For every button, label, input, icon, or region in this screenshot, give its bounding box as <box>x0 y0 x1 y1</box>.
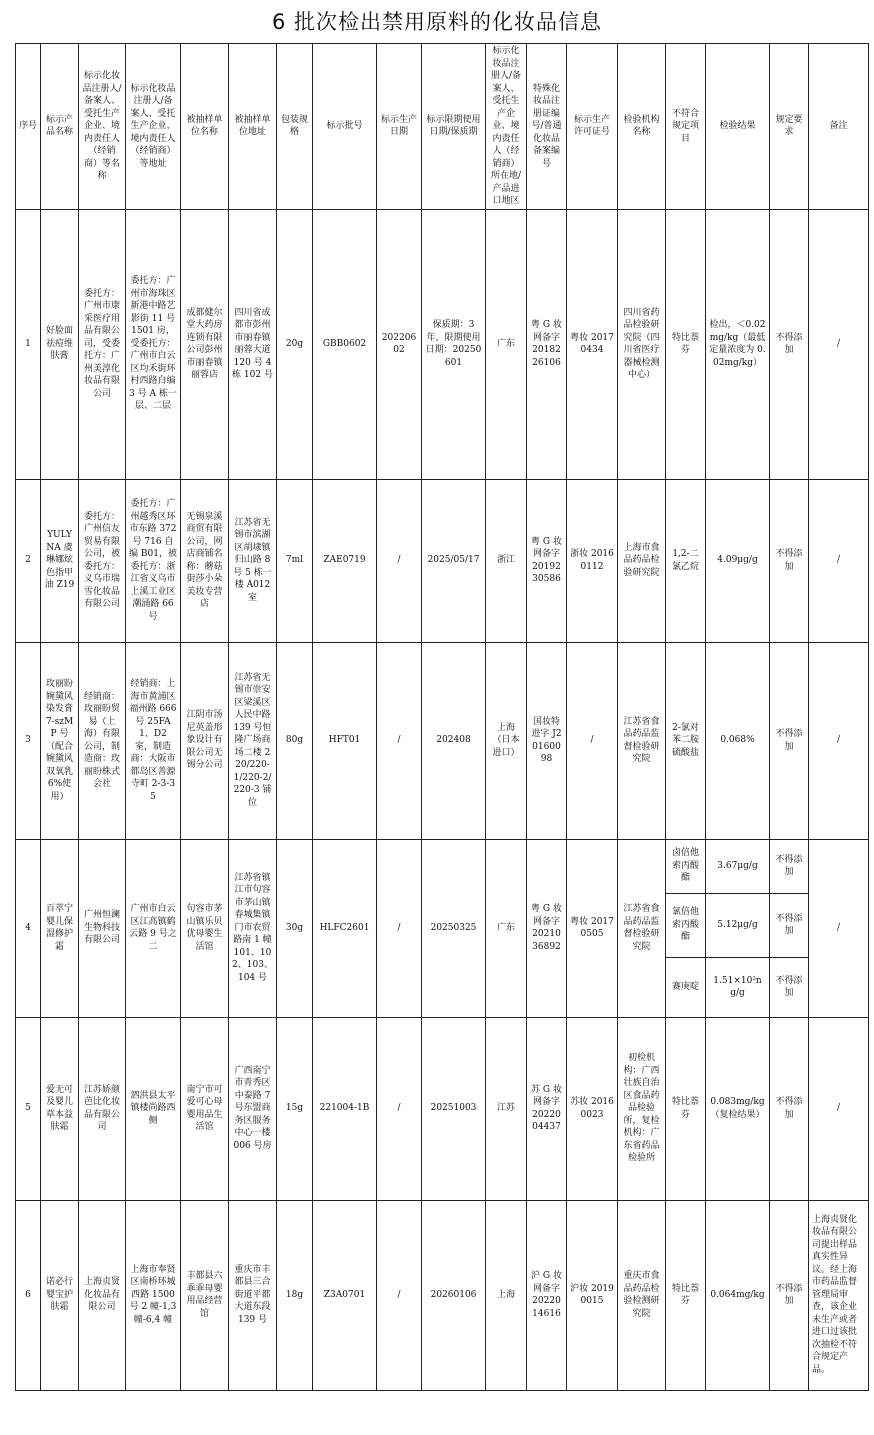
header-cell: 备注 <box>809 44 869 210</box>
production-date: / <box>377 1017 422 1200</box>
production-date: / <box>377 642 422 839</box>
remark: / <box>809 209 869 479</box>
sampled-address: 江苏省无锡市崇安区梁溪区人民中路 139 号恒隆广场商场二楼 220/220-1/220-2/220-3 铺位 <box>229 642 277 839</box>
row-number: 4 <box>16 839 41 1017</box>
header-cell: 标示产品名称 <box>41 44 79 210</box>
lab-name: 重庆市食品药品检验检测研究院 <box>618 1200 666 1390</box>
header-cell: 标示化妆品注册人/备案人、受托生产企业、境内责任人（经销商）等地址 <box>126 44 181 210</box>
region: 上海（日本进口） <box>486 642 527 839</box>
region: 上海 <box>486 1200 527 1390</box>
sampled-address: 江苏省无锡市滨湖区胡埭镇归山路 8 号 5 栋一楼 A012 室 <box>229 479 277 642</box>
batch-number: 221004-1B <box>313 1017 377 1200</box>
table-row <box>16 1200 869 1390</box>
header-cell: 包装规格 <box>277 44 313 210</box>
package-spec: 7ml <box>277 479 313 642</box>
registration-number: 苏 G 妆网备字 2022004437 <box>527 1017 567 1200</box>
license-number: 粤妆 20170505 <box>567 839 618 1017</box>
package-spec: 30g <box>277 839 313 1017</box>
batch-number: HLFC2601 <box>313 839 377 1017</box>
company-address: 委托方：广州市海珠区新港中路艺影街 11 号 1501 房，受委托方：广州市白云区均禾街环村西路白编 3 号 A 栋一层、二层 <box>126 209 181 479</box>
sampled-unit: 南宁市可爱可心母婴用品生活馆 <box>181 1017 229 1200</box>
header-cell: 特殊化妆品注册证编号/普通化妆品备案编号 <box>527 44 567 210</box>
company-name: 委托方：广州市康采医疗用品有限公司，受委托方：广州美淳化妆品有限公司 <box>79 209 126 479</box>
license-number: 粤妆 20170434 <box>567 209 618 479</box>
header-cell: 序号 <box>16 44 41 210</box>
company-name: 委托方：广州信友贸易有限公司，被委托方：义乌市瑞雪化妆品有限公司 <box>79 479 126 642</box>
row-number: 5 <box>16 1017 41 1200</box>
remark: / <box>809 1017 869 1200</box>
lab-name: 四川省药品检验研究院（四川省医疗器械检测中心） <box>618 209 666 479</box>
failed-item: 特比萘芬 <box>666 1200 706 1390</box>
requirement: 不得添加 <box>770 209 809 479</box>
test-result: 4.09μg/g <box>706 479 770 642</box>
failed-item: 特比萘芬 <box>666 209 706 479</box>
header-cell: 被抽样单位名称 <box>181 44 229 210</box>
test-result: 1.51×10³ng/g <box>706 957 770 1017</box>
header-cell: 不符合规定项目 <box>666 44 706 210</box>
sampled-unit: 成都健尔堂大药房连锁有限公司彭州市丽春镇丽蓉店 <box>181 209 229 479</box>
remark: / <box>809 479 869 642</box>
remark: / <box>809 839 869 1017</box>
test-result: 5.12μg/g <box>706 893 770 957</box>
product-name: 好脸面祛痘维肤膏 <box>41 209 79 479</box>
region: 广东 <box>486 209 527 479</box>
product-name: 玫丽盼婉黛风染发膏 7-szMP 号（配合婉黛风双氧乳 6%使用） <box>41 642 79 839</box>
sampled-address: 江苏省镇江市句容市茅山镇春城集镇门市农贸路南 1 幢 101、102、103、104 号 <box>229 839 277 1017</box>
failed-item: 氯倍他索丙酸酯 <box>666 893 706 957</box>
region: 江苏 <box>486 1017 527 1200</box>
lab-name: 江苏省食品药品监督检验研究院 <box>618 642 666 839</box>
license-number: 苏妆 20160023 <box>567 1017 618 1200</box>
header-cell: 规定要求 <box>770 44 809 210</box>
product-name: 诺必行婴宝护肤霜 <box>41 1200 79 1390</box>
sampled-unit: 丰都县六乖乖母婴用品经营馆 <box>181 1200 229 1390</box>
failed-item: 特比萘芬 <box>666 1017 706 1200</box>
failed-item: 卤倍他索丙酸酯 <box>666 839 706 893</box>
failed-item: 2-氯对苯二胺硫酸盐 <box>666 642 706 839</box>
registration-number: 沪 G 妆网备字 2022014616 <box>527 1200 567 1390</box>
requirement: 不得添加 <box>770 957 809 1017</box>
license-number: 沪妆 20190015 <box>567 1200 618 1390</box>
batch-number: GBB0602 <box>313 209 377 479</box>
row-number: 3 <box>16 642 41 839</box>
requirement: 不得添加 <box>770 839 809 893</box>
test-result: 0.064mg/kg <box>706 1200 770 1390</box>
product-name: 百萃宁婴儿保湿修护霜 <box>41 839 79 1017</box>
product-name: 爱无可及婴儿草本益肤霜 <box>41 1017 79 1200</box>
sampled-address: 四川省成都市彭州市丽春镇丽蓉大道 120 号 4 栋 102 号 <box>229 209 277 479</box>
region: 浙江 <box>486 479 527 642</box>
header-cell: 检验结果 <box>706 44 770 210</box>
header-cell: 标示批号 <box>313 44 377 210</box>
company-address: 广州市白云区江高镇鹤云路 9 号之二 <box>126 839 181 1017</box>
row-number: 1 <box>16 209 41 479</box>
package-spec: 80g <box>277 642 313 839</box>
expiry-date: 202408 <box>422 642 486 839</box>
sampled-unit: 江阴市汤尼英盖形象设计有限公司无锡分公司 <box>181 642 229 839</box>
table-row <box>16 479 869 642</box>
company-name: 江苏娇颜芭比化妆品有限公司 <box>79 1017 126 1200</box>
failed-item: 赛庚啶 <box>666 957 706 1017</box>
sampled-unit: 无锡泉溪商贸有限公司，网店商铺名称：蘑菇街莎小朵美妆专营店 <box>181 479 229 642</box>
company-name: 经销商：玫丽盼贸易（上海）有限公司，制造商：玫丽盼株式会社 <box>79 642 126 839</box>
sampled-address: 广西南宁市青秀区中泰路 7 号东盟商务区服务中心一楼 006 号房 <box>229 1017 277 1200</box>
row-number: 6 <box>16 1200 41 1390</box>
header-row <box>16 44 869 210</box>
table-row <box>16 839 869 893</box>
page-title: 6 批次检出禁用原料的化妆品信息 <box>271 10 603 34</box>
batch-number: ZAE0719 <box>313 479 377 642</box>
header-cell: 标示生产许可证号 <box>567 44 618 210</box>
header-cell: 标示限期使用日期/保质期 <box>422 44 486 210</box>
sampled-unit: 句容市茅山镇乐贝优母婴生活馆 <box>181 839 229 1017</box>
company-address: 泗洪县太平镇楼尚路西侧 <box>126 1017 181 1200</box>
remark: 上海贞贤化妆品有限公司提出样品真实性异议。经上海市药品监督管理局审查，该企业未生产或者进口过该批次抽检不符合规定产品。 <box>809 1200 869 1390</box>
test-result: 0.083mg/kg（复检结果） <box>706 1017 770 1200</box>
requirement: 不得添加 <box>770 479 809 642</box>
test-result: 检出，＜0.02mg/kg（最低定量浓度为 0.02mg/kg） <box>706 209 770 479</box>
company-name: 上海贞贤化妆品有限公司 <box>79 1200 126 1390</box>
table-row <box>16 642 869 839</box>
failed-item: 1,2-二氯乙烷 <box>666 479 706 642</box>
expiry-date: 2025/05/17 <box>422 479 486 642</box>
lab-name: 江苏省食品药品监督检验研究院 <box>618 839 666 1017</box>
test-result: 3.67μg/g <box>706 839 770 893</box>
batch-number: Z3A0701 <box>313 1200 377 1390</box>
production-date: / <box>377 1200 422 1390</box>
company-name: 广州恒澜生物科技有限公司 <box>79 839 126 1017</box>
requirement: 不得添加 <box>770 893 809 957</box>
lab-name: 上海市食品药品检验研究院 <box>618 479 666 642</box>
remark: / <box>809 642 869 839</box>
license-number: 浙妆 20160112 <box>567 479 618 642</box>
header-cell: 检验机构名称 <box>618 44 666 210</box>
production-date: / <box>377 839 422 1017</box>
header-cell: 被抽样单位地址 <box>229 44 277 210</box>
registration-number: 国妆特进字 J20160098 <box>527 642 567 839</box>
expiry-date: 20250325 <box>422 839 486 1017</box>
region: 广东 <box>486 839 527 1017</box>
registration-number: 粤 G 妆网备字 2019230586 <box>527 479 567 642</box>
requirement: 不得添加 <box>770 1200 809 1390</box>
package-spec: 20g <box>277 209 313 479</box>
header-cell: 标示化妆品注册人/备案人、受托生产企业、境内责任人（经销商）所在地/产品进口地区 <box>486 44 527 210</box>
package-spec: 18g <box>277 1200 313 1390</box>
row-number: 2 <box>16 479 41 642</box>
product-name: YULYNA 虞琳娜炫色指甲油 Z19 <box>41 479 79 642</box>
expiry-date: 20260106 <box>422 1200 486 1390</box>
company-address: 委托方：广州越秀区环市东路 372 号 716 自编 B01，被委托方：浙江省义乌市上溪工业区潮涌路 66 号 <box>126 479 181 642</box>
license-number: / <box>567 642 618 839</box>
expiry-date: 20251003 <box>422 1017 486 1200</box>
header-cell: 标示化妆品注册人/备案人、受托生产企业、境内责任人（经销商）等名称 <box>79 44 126 210</box>
production-date: / <box>377 479 422 642</box>
requirement: 不得添加 <box>770 642 809 839</box>
production-date: 20220602 <box>377 209 422 479</box>
registration-number: 粤 G 妆网备字 2018226106 <box>527 209 567 479</box>
company-address: 经销商：上海市黄浦区福州路 666 号 25FA1、D2 室，制造商：大阪市都岛区善源寺町 2-3-35 <box>126 642 181 839</box>
test-result: 0.068% <box>706 642 770 839</box>
table-row <box>16 209 869 479</box>
sampled-address: 重庆市丰都县三合街道平都大道东段 139 号 <box>229 1200 277 1390</box>
package-spec: 15g <box>277 1017 313 1200</box>
requirement: 不得添加 <box>770 1017 809 1200</box>
table-row <box>16 1017 869 1200</box>
lab-name: 初检机构：广西壮族自治区食品药品检验所，复检机构：广东省药品检验所 <box>618 1017 666 1200</box>
batch-number: HFT01 <box>313 642 377 839</box>
registration-number: 粤 G 妆网备字 2021036892 <box>527 839 567 1017</box>
expiry-date: 保质期：3 年，限期使用日期：20250601 <box>422 209 486 479</box>
company-address: 上海市奉贤区南桥环城西路 1500 号 2 幢-1,3 幢-6,4 幢 <box>126 1200 181 1390</box>
header-cell: 标示生产日期 <box>377 44 422 210</box>
results-table <box>15 43 869 1391</box>
